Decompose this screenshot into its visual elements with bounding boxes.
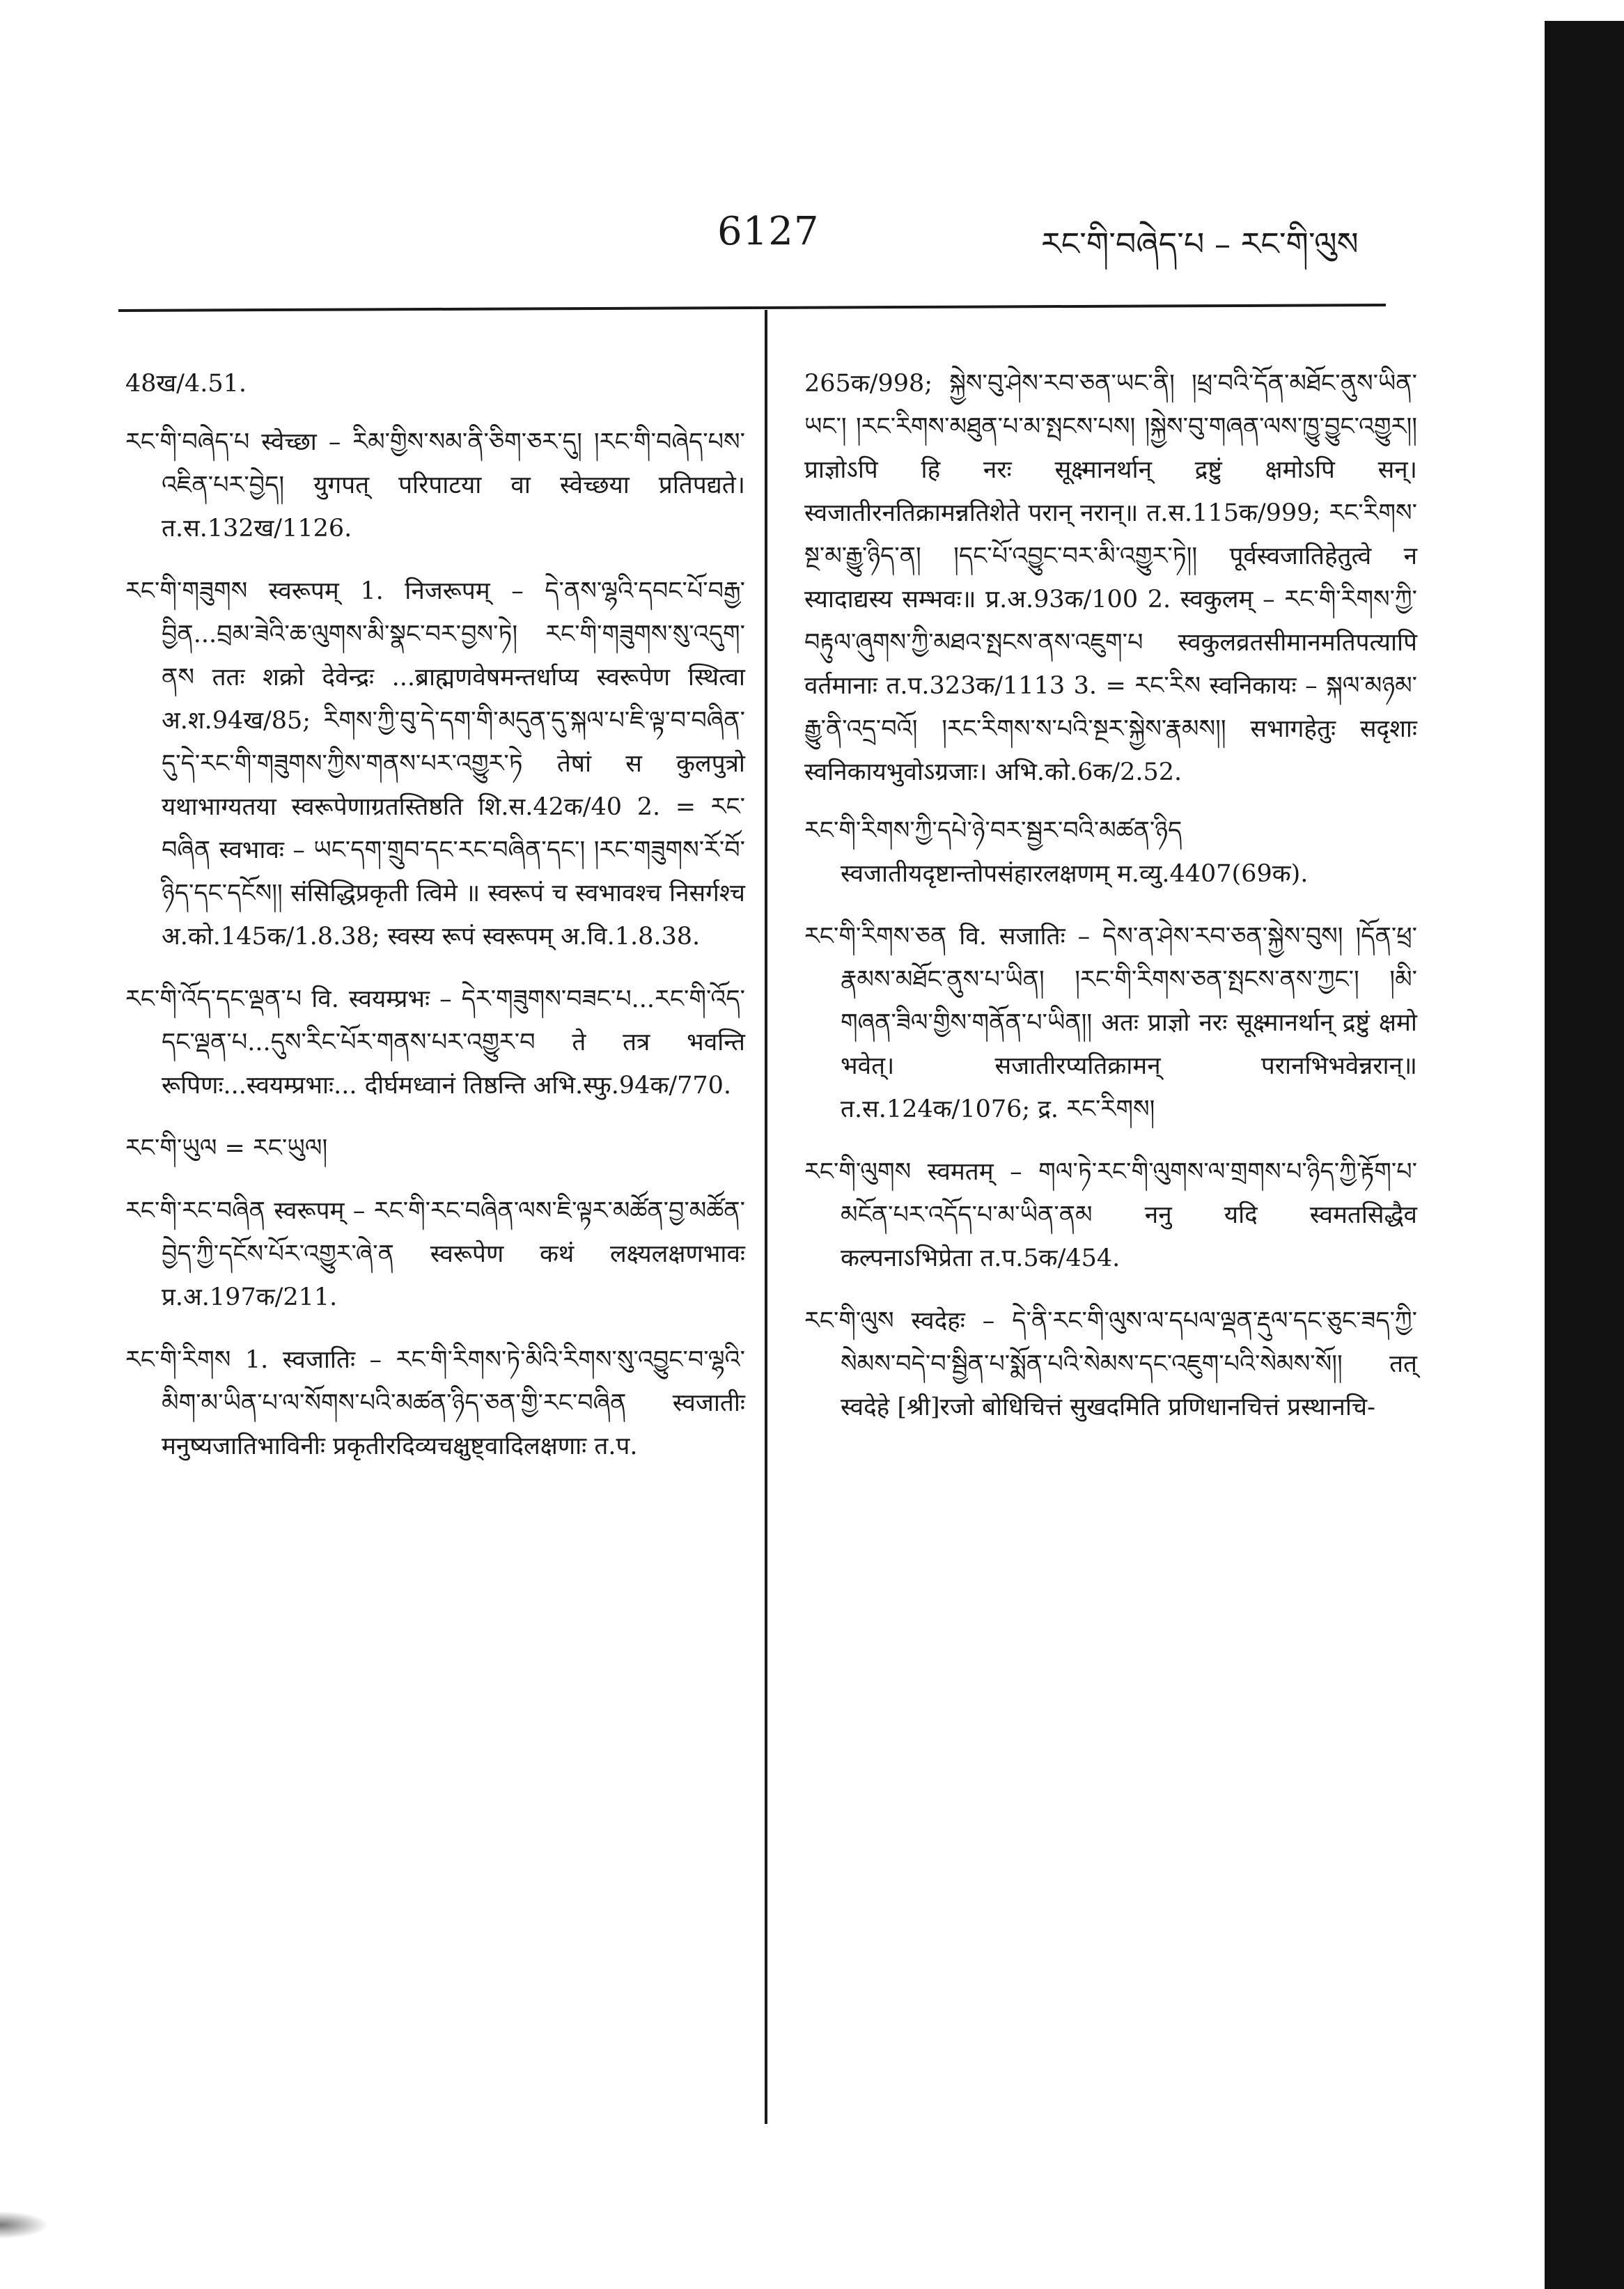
entry-svamatam: རང་གི་ལུགས स्वमतम् – གལ་ཏེ་རང་གི་ལུགས་ལ་གྲགས་པ་ཉིད་ཀྱི་རྟོག་པ་མངོན་པར་འདོད་པ་མ་ཡིན་ནམ ननु यदि स्वमतसिद्धैव कल्पनाऽभिप्रेता त.प.5क/454.: [804, 1158, 1417, 1272]
entry-rang-gi-yul: རང་གི་ཡུལ = རང་ཡུལ།: [125, 1134, 328, 1162]
header-rule: [118, 304, 1386, 312]
entry-svajatiya-drstanta: རང་གི་རིགས་ཀྱི་དཔེ་ཉེ་བར་སྦྱར་བའི་མཚན་ཉིད स्वजातीयदृष्टान्तोपसंहारलक्षणम् म.व्यु.4407(69क).: [804, 817, 1309, 888]
entry-svajati-continued: 265क/998; སྐྱེས་བུ་ཤེས་རབ་ཅན་ཡང་ནི། །ཕྲ་བའི་དོན་མཐོང་ནུས་ཡིན་ཡང་། །རང་རིགས་མཐུན་པ་མ་སྤངས་པས། །སྐྱེས་བུ་གཞན་ལས་ཁྱུ་བྱུང་འགྱུར།། प्राज्ञोऽपि हि नरः सूक्ष्मानर्थान् द्रष्टुं क्षमोऽपि सन्। स्वजातीरनतिक्रामन्नतिशेते परान् नरान्॥ त.स.115क/999; རང་རིགས་སྔ་མ་རྒྱུ་ཉིད་ན། །དང་པོ་འབྱུང་བར་མི་འགྱུར་ཏེ།། पूर्वस्वजातिहेतुत्वे न स्यादाद्यस्य सम्भवः॥ प्र.अ.93क/100 2. स्वकुलम् – རང་གི་རིགས་ཀྱི་བརྟུལ་ཞུགས་ཀྱི་མཐའ་སྤངས་ནས་འཇུག་པ स्वकुलव्रतसीमानमतिपत्यापि वर्तमानाः त.प.323क/1113 3. = རང་རིས स्वनिकायः – སྐལ་མཉམ་རྒྱུ་ནི་འདྲ་བའོ། །རང་རིགས་ས་པའི་སྔར་སྐྱེས་རྣམས།། सभागहेतुः सदृशाः स्वनिकायभुवोऽग्रजाः। अभि.को.6क/2.52.: [804, 370, 1417, 786]
page-number: 6127: [717, 209, 820, 254]
entry-svarupam: རང་གི་གཟུགས स्वरूपम् 1. निजरूपम् – དེ་ནས་ལྷའི་དབང་པོ་བརྒྱ་བྱིན...བྲམ་ཟེའི་ཆ་ལུགས་མི་སྣང་བར་བྱས་ཏེ། རང་གི་གཟུགས་སུ་འདུག་ནས ततः शक्रो देवेन्द्रः ...ब्राह्मणवेषमन्तर्धाप्य स्वरूपेण स्थित्वा अ.श.94ख/85; རིགས་ཀྱི་བུ་དེ་དག་གི་མདུན་དུ་སྐལ་པ་ཇི་ལྟ་བ་བཞིན་དུ་དེ་རང་གི་གཟུགས་ཀྱིས་གནས་པར་འགྱུར་ཏེ तेषां स कुलपुत्रो यथाभाग्यतया स्वरूपेणाग्रतस्तिष्ठति शि.स.42क/40 2. = རང་བཞིན स्वभावः – ཡང་དག་གྲུབ་དང་རང་བཞིན་དང་། །རང་གཟུགས་རོ་བོ་ཉིད་དང་དངོས།། संसिद्धिप्रकृती त्विमे ॥ स्वरूपं च स्वभावश्च निसर्गश्च अ.को.145क/1.8.38; स्वस्य रूपं स्वरूपम् अ.वि.1.8.38.: [125, 577, 745, 951]
entry-sajati: རང་གི་རིགས་ཅན वि. सजातिः – དེས་ན་ཤེས་རབ་ཅན་སྐྱེས་བུས། །དོན་ཕྲ་རྣམས་མཐོང་ནུས་པ་ཡིན། །རང་གི་རིགས་ཅན་སྤངས་ནས་ཀྱང་། །མི་གཞན་ཟིལ་གྱིས་གནོན་པ་ཡིན།། अतः प्राज्ञो नरः सूक्ष्मानर्थान् द्रष्टुं क्षमो भवेत्। सजातीरप्यतिक्रामन् परानभिभवेन्नरान्॥ त.स.124क/1076; द्र. རང་རིགས།: [804, 923, 1417, 1123]
right-column: [804, 362, 1417, 1448]
entry-svadeha: རང་གི་ལུས स्वदेहः – དེ་ནི་རང་གི་ལུས་ལ་དཔལ་ལྡན་རྡུལ་དང་ཅུང་ཟད་ཀྱི་སེམས་བདེ་བ་སྦྱིན་པ་སྨོན་པའི་སེམས་དང་འཇུག་པའི་སེམས་སོ།། तत् स्वदेहे [श्री]रजो बोधिचित्तं सुखदमिति प्रणिधानचित्तं प्रस्थानचि-: [804, 1307, 1417, 1421]
entry-svecchha: རང་གི་བཞེད་པ स्वेच्छा – རིམ་གྱིས་སམ་ནི་ཅིག་ཅར་དུ། །རང་གི་བཞེད་པས་འཇིན་པར་བྱེད། युगपत् परिपाटया वा स्वेच्छया प्रतिपद्यते। त.स.132ख/1126.: [125, 428, 745, 542]
running-head: རང་གི་བཞེད་པ – རང་གི་ལུས: [1041, 225, 1359, 263]
entry-svayamprabha: རང་གི་འོད་དང་ལྡན་པ वि. स्वयम्प्रभः – དེར་གཟུགས་བཟང་པ...རང་གི་འོད་དང་ལྡན་པ...དུས་རིང་པོར་གནས་པར་འགྱུར་བ ते तत्र भवन्ति रूपिणः...स्वयम्प्रभाः... दीर्घमध्वानं तिष्ठन्ति अभि.स्फु.94क/770.: [125, 985, 745, 1100]
entry-svarupam-2: རང་གི་རང་བཞིན स्वरूपम् – རང་གི་རང་བཞིན་ལས་ཇི་ལྟར་མཚོན་བྱ་མཚོན་བྱེད་ཀྱི་དངོས་པོར་འགྱུར་ཞེ་ན स्वरूपेण कथं लक्ष्यलक्षणभावः प्र.अ.197क/211.: [125, 1197, 745, 1311]
entry-continuation: 48ख/4.51.: [125, 370, 247, 398]
column-rule: [765, 310, 767, 2124]
left-column: [125, 362, 745, 1487]
scan-edge-bar: [1545, 21, 1624, 2289]
entry-svajati: རང་གི་རིགས 1. स्वजातिः – རང་གི་རིགས་ཏེ་མིའི་རིགས་སུ་འབྱུང་བ་ལྷའི་མིག་མ་ཡིན་པ་ལ་སོགས་པའི་མཚན་ཉིད་ཅན་གྱི་རང་བཞིན स्वजातीः मनुष्यजातिभाविनीः प्रकृतीरदिव्यचक्षुष्ट्वादिलक्षणाः त.प.: [125, 1346, 745, 1460]
scan-speck: [0, 2211, 49, 2239]
